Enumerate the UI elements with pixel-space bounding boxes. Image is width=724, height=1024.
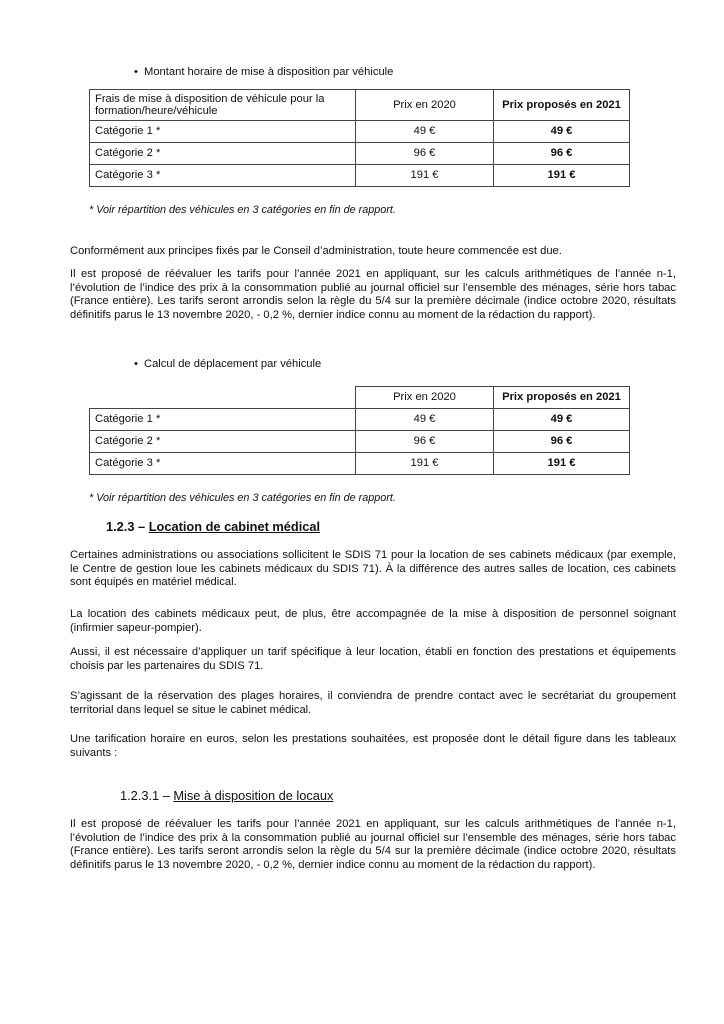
table-header-row (90, 387, 630, 409)
table-footnote: * Voir répartition des véhicules en 3 catégories en fin de rapport. (89, 492, 396, 504)
table-row (90, 453, 630, 475)
bullet-item (134, 358, 321, 372)
table-cell: 191 € (494, 453, 630, 475)
table-header-cell: Prix en 2020 (356, 90, 494, 121)
table-row (90, 143, 630, 165)
table-cell: 96 € (356, 431, 494, 453)
table-cell: Catégorie 2 * (90, 143, 356, 165)
paragraph: Conformément aux principes fixés par le Conseil d’administration, toute heure commencée est due. (70, 245, 562, 257)
table-header-cell: Prix proposés en 2021 (494, 387, 630, 409)
subsection-heading (120, 789, 333, 803)
table-cell: Catégorie 1 * (90, 121, 356, 143)
table-cell: 191 € (356, 165, 494, 187)
vehicle-hourly-table (89, 89, 630, 187)
table-cell: 49 € (356, 121, 494, 143)
table-footnote: * Voir répartition des véhicules en 3 catégories en fin de rapport. (89, 204, 396, 216)
bullet-label: Calcul de déplacement par véhicule (144, 358, 322, 370)
table-header-cell: Frais de mise à disposition de véhicule pour la formation/heure/véhicule (90, 90, 356, 121)
table-header-cell (90, 387, 356, 409)
table-cell: Catégorie 2 * (90, 431, 356, 453)
paragraph: Une tarification horaire en euros, selon les prestations souhaitées, est proposée dont le détail figure dans les tableaux suivants : (70, 733, 676, 759)
bullet-label: Montant horaire de mise à disposition par véhicule (144, 66, 394, 78)
table-cell: Catégorie 1 * (90, 409, 356, 431)
table-cell: 96 € (356, 143, 494, 165)
subsection-title: Mise à disposition de locaux (173, 788, 334, 803)
table-cell: 49 € (356, 409, 494, 431)
bullet-icon: • (134, 358, 138, 370)
section-heading (106, 520, 320, 534)
section-number: 1.2.3 – (106, 519, 146, 534)
table-header-cell: Prix proposés en 2021 (494, 90, 630, 121)
table-header-cell: Prix en 2020 (356, 387, 494, 409)
table-cell: 96 € (494, 143, 630, 165)
section-title: Location de cabinet médical (148, 519, 321, 534)
paragraph: Certaines administrations ou associations sollicitent le SDIS 71 pour la location de ses cabinets médicaux (par exemple, le Centre de gestion loue les cabinets médicaux du SDIS 71). À la différence des autres salles de location, ces cabinets sont équipés en matériel médical. (70, 549, 676, 589)
table-row (90, 121, 630, 143)
paragraph: Il est proposé de réévaluer les tarifs pour l’année 2021 en appliquant, sur les calculs arithmétiques de l’année n-1, l’évolution de l’indice des prix à la consommation publié au journal officiel sur l’ensemble des ménages, série hors tabac (France entière). Les tarifs seront arrondis selon la règle du 5/4 sur la première décimale (indice octobre 2020, résultats définitifs parus le 13 novembre 2020, - 0,2 %, dernier indice connu au moment de la rédaction du rapport). (70, 268, 676, 321)
table-row (90, 431, 630, 453)
bullet-icon: • (134, 66, 138, 78)
table-cell: 49 € (494, 121, 630, 143)
table-header-row (90, 90, 630, 121)
table-cell: 49 € (494, 409, 630, 431)
table-row (90, 409, 630, 431)
vehicle-travel-table (89, 386, 630, 475)
paragraph: S’agissant de la réservation des plages horaires, il conviendra de prendre contact avec le secrétariat du groupement territorial dans lequel se situe le cabinet médical. (70, 690, 676, 716)
bullet-item (134, 66, 393, 80)
table-cell: Catégorie 3 * (90, 165, 356, 187)
paragraph: La location des cabinets médicaux peut, de plus, être accompagnée de la mise à disposition de personnel soignant (infirmier sapeur-pompier). (70, 608, 676, 634)
table-row (90, 165, 630, 187)
table-cell: Catégorie 3 * (90, 453, 356, 475)
paragraph: Aussi, il est nécessaire d’appliquer un tarif spécifique à leur location, établi en fonction des prestations et équipements choisis par les partenaires du SDIS 71. (70, 646, 676, 672)
table-cell: 96 € (494, 431, 630, 453)
table-cell: 191 € (356, 453, 494, 475)
paragraph: Il est proposé de réévaluer les tarifs pour l’année 2021 en appliquant, sur les calculs arithmétiques de l’année n-1, l’évolution de l’indice des prix à la consommation publié au journal officiel sur l’ensemble des ménages, série hors tabac (France entière). Les tarifs seront arrondis selon la règle du 5/4 sur la première décimale (indice octobre 2020, résultats définitifs parus le 13 novembre 2020, - 0,2 %, dernier indice connu au moment de la rédaction du rapport). (70, 818, 676, 871)
table-cell: 191 € (494, 165, 630, 187)
subsection-number: 1.2.3.1 – (120, 788, 170, 803)
